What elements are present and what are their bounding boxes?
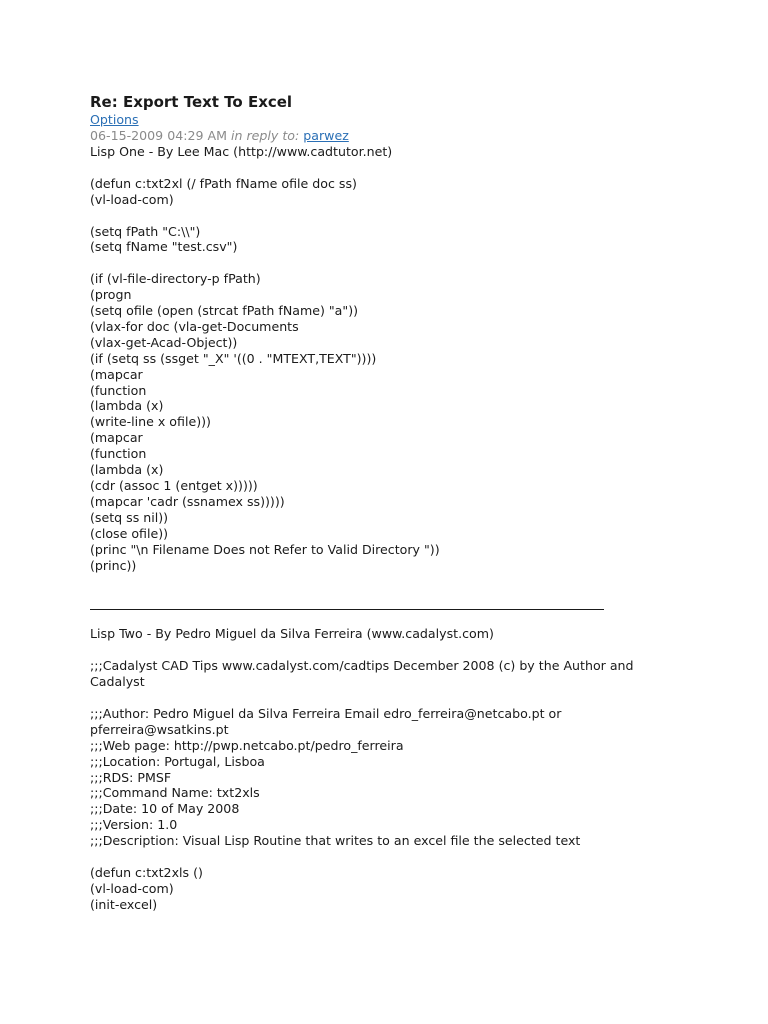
- body-line: Lisp Two - By Pedro Miguel da Silva Ferreira (www.cadalyst.com): [90, 626, 494, 642]
- body-line: (setq fName "test.csv"): [90, 239, 238, 255]
- body-line: (mapcar: [90, 366, 143, 382]
- body-line: (vl-load-com): [90, 880, 174, 896]
- post-date: 06-15-2009 04:29 AM: [90, 128, 227, 143]
- body-line: (init-excel): [90, 896, 158, 912]
- body-line: (setq ss nil)): [90, 509, 169, 525]
- body-line: (if (setq ss (ssget "_X" '((0 . "MTEXT,TEXT")))): [90, 350, 377, 366]
- body-line: Lisp One - By Lee Mac (http://www.cadtutor.net): [90, 144, 393, 159]
- post-body-section-1: [90, 144, 690, 573]
- body-line: (if (vl-file-directory-p fPath): [90, 271, 261, 287]
- body-line: (lambda (x): [90, 398, 164, 414]
- body-line: (vlax-get-Acad-Object)): [90, 334, 238, 350]
- blank-line: [90, 160, 690, 176]
- body-line: (mapcar 'cadr (ssnamex ss))))): [90, 493, 285, 509]
- blank-line: [90, 849, 690, 865]
- body-line: (princ)): [90, 557, 137, 573]
- blank-line: [90, 208, 690, 224]
- body-line: ;;;Command Name: txt2xls: [90, 785, 260, 801]
- blank-line: [90, 642, 690, 658]
- body-line: ;;;Author: Pedro Miguel da Silva Ferreira Email edro_ferreira@netcabo.pt or: [90, 705, 562, 721]
- blank-line: [90, 690, 690, 706]
- body-line: (lambda (x): [90, 462, 164, 478]
- body-line: ;;;Description: Visual Lisp Routine that writes to an excel file the selected text: [90, 833, 581, 849]
- body-line: Cadalyst: [90, 674, 145, 690]
- post-title: Re: Export Text To Excel: [90, 93, 293, 111]
- body-line: (cdr (assoc 1 (entget x))))): [90, 477, 258, 493]
- body-line: ;;;RDS: PMSF: [90, 769, 172, 785]
- body-line: (progn: [90, 287, 132, 303]
- forum-post: [90, 92, 690, 913]
- body-line: (vlax-for doc (vla-get-Documents: [90, 318, 299, 334]
- body-line: (defun c:txt2xl (/ fPath fName ofile doc ss): [90, 175, 357, 191]
- section-divider: [90, 609, 604, 610]
- body-line: (mapcar: [90, 430, 143, 446]
- blank-line: [90, 255, 690, 271]
- body-line: (function: [90, 382, 147, 398]
- body-line: (vl-load-com): [90, 191, 174, 207]
- body-line: (princ "\n Filename Does not Refer to Valid Directory ")): [90, 541, 440, 557]
- body-line: ;;;Location: Portugal, Lisboa: [90, 753, 265, 769]
- body-line: ;;;Web page: http://pwp.netcabo.pt/pedro_ferreira: [90, 737, 404, 753]
- body-line: (setq ofile (open (strcat fPath fName) "a")): [90, 303, 359, 319]
- options-link[interactable]: Options: [90, 112, 139, 127]
- reply-author-link[interactable]: parwez: [303, 128, 349, 143]
- post-body-section-2: [90, 626, 690, 912]
- body-line: ;;;Date: 10 of May 2008: [90, 801, 240, 817]
- in-reply-label: in reply to:: [231, 128, 300, 143]
- body-line: pferreira@wsatkins.pt: [90, 721, 229, 737]
- body-line: (function: [90, 446, 147, 462]
- post-meta: [90, 128, 690, 144]
- body-line: (close ofile)): [90, 525, 169, 541]
- body-line: (setq fPath "C:\\"): [90, 223, 201, 239]
- body-line: (write-line x ofile))): [90, 414, 211, 430]
- body-line: ;;;Version: 1.0: [90, 817, 178, 833]
- body-line: ;;;Cadalyst CAD Tips www.cadalyst.com/cadtips December 2008 (c) by the Author and: [90, 658, 634, 674]
- body-line: (defun c:txt2xls (): [90, 864, 203, 880]
